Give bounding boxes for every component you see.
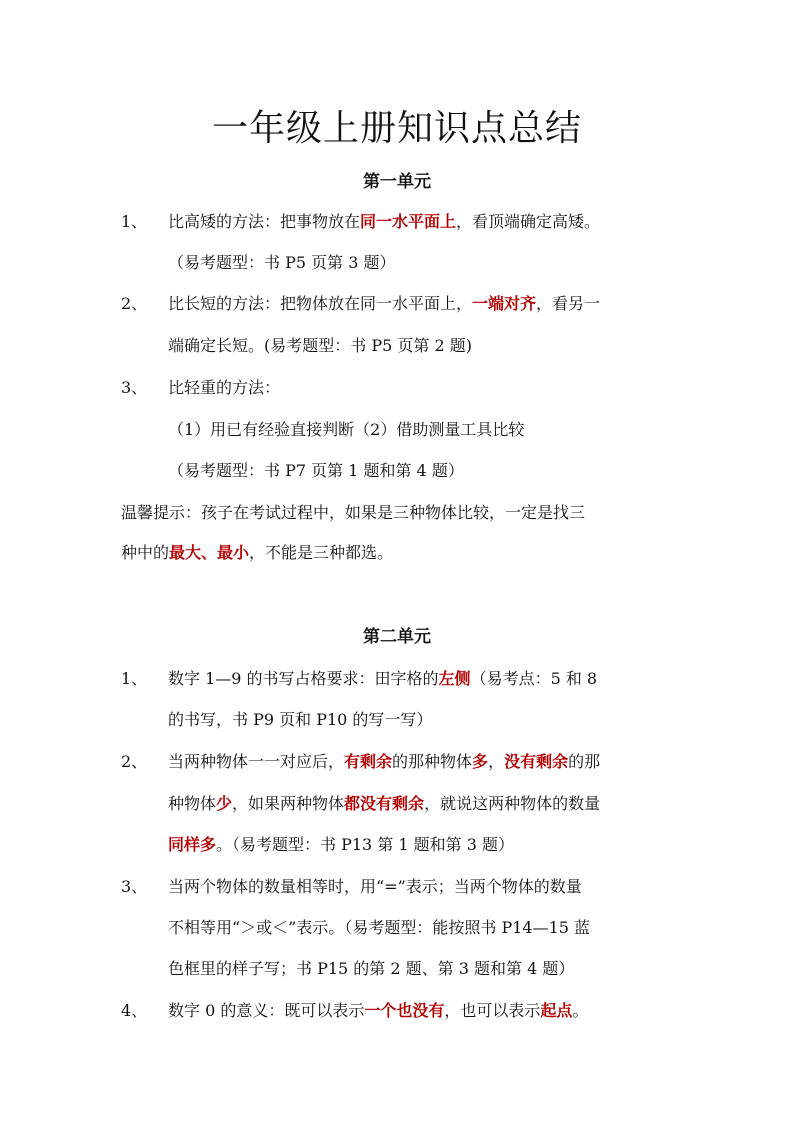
unit1-item1-number: 1、 bbox=[121, 212, 148, 231]
text: 比高矮的方法：把事物放在 bbox=[168, 212, 361, 231]
unit2-item2-line3 bbox=[168, 833, 514, 857]
highlight-text: 多 bbox=[472, 752, 489, 771]
text: 。 bbox=[572, 1001, 589, 1020]
document-title: 一年级上册知识点总结 bbox=[211, 108, 582, 149]
unit2-item3-number: 3、 bbox=[121, 877, 148, 896]
unit2-item3-line1: 当两个物体的数量相等时，用“=”表示；当两个物体的数量 bbox=[168, 877, 582, 896]
unit1-heading: 第一单元 bbox=[363, 172, 431, 192]
highlight-text: 同一水平面上 bbox=[360, 212, 457, 231]
unit2-item4-line1 bbox=[168, 999, 588, 1023]
text: 种中的 bbox=[121, 543, 170, 562]
highlight-text: 没有剩余 bbox=[504, 752, 569, 771]
unit2-item3-line2: 不相等用“＞或＜”表示。（易考题型：能按照书 P14—15 蓝 bbox=[168, 918, 591, 937]
text: 数字 0 的意义：既可以表示 bbox=[168, 1001, 365, 1020]
text: 比长短的方法：把物体放在同一水平面上， bbox=[168, 294, 473, 313]
unit1-tip-line2 bbox=[121, 541, 393, 565]
unit1-tip-line1: 温馨提示：孩子在考试过程中，如果是三种物体比较，一定是找三 bbox=[121, 503, 586, 522]
text: ，就说这两种物体的数量 bbox=[424, 794, 601, 813]
highlight-text: 有剩余 bbox=[344, 752, 393, 771]
unit1-item3-line2: （1）用已有经验直接判断（2）借助测量工具比较 bbox=[168, 420, 525, 439]
text: 当两种物体一一对应后， bbox=[168, 752, 345, 771]
unit2-item4-number: 4、 bbox=[121, 1001, 148, 1020]
text: （易考点：5 和 8 bbox=[470, 669, 598, 688]
text: ，如果两种物体 bbox=[232, 794, 345, 813]
highlight-text: 一个也没有 bbox=[364, 1001, 445, 1020]
highlight-text: 少 bbox=[216, 794, 233, 813]
highlight-text: 左侧 bbox=[438, 669, 471, 688]
unit1-item3-line1: 比轻重的方法： bbox=[168, 378, 281, 397]
unit1-item2-line1 bbox=[168, 292, 600, 316]
unit1-item3-number: 3、 bbox=[121, 378, 148, 397]
highlight-text: 一端对齐 bbox=[472, 294, 537, 313]
highlight-text: 都没有剩余 bbox=[344, 794, 425, 813]
text: ，看另一 bbox=[536, 294, 601, 313]
unit1-item3-line3: （易考题型：书 P7 页第 1 题和第 4 题） bbox=[168, 461, 464, 480]
unit1-item2-line2: 端确定长短。(易考题型：书 P5 页第 2 题) bbox=[168, 336, 472, 355]
unit2-item1-line1 bbox=[168, 667, 597, 691]
text: 的那 bbox=[568, 752, 601, 771]
unit1-item1-line2: （易考题型：书 P5 页第 3 题） bbox=[168, 253, 396, 272]
unit2-item1-line2: 的书写，书 P9 页和 P10 的写一写） bbox=[168, 710, 433, 729]
highlight-text: 起点 bbox=[540, 1001, 573, 1020]
unit1-item2-number: 2、 bbox=[121, 294, 148, 313]
text: 数字 1—9 的书写占格要求：田字格的 bbox=[168, 669, 439, 688]
text: ， bbox=[488, 752, 505, 771]
text: ，也可以表示 bbox=[444, 1001, 541, 1020]
text: 的那种物体 bbox=[392, 752, 473, 771]
unit2-heading: 第二单元 bbox=[363, 627, 431, 647]
text: 。（易考题型：书 P13 第 1 题和第 3 题） bbox=[216, 835, 515, 854]
highlight-text: 同样多 bbox=[168, 835, 217, 854]
unit1-item1-line1 bbox=[168, 210, 600, 234]
highlight-text: 最大、最小 bbox=[169, 543, 250, 562]
text: ，不能是三种都选。 bbox=[249, 543, 394, 562]
unit2-item3-line3: 色框里的样子写；书 P15 的第 2 题、第 3 题和第 4 题） bbox=[168, 959, 575, 978]
text: 种物体 bbox=[168, 794, 217, 813]
unit2-item1-number: 1、 bbox=[121, 669, 148, 688]
text: ，看顶端确定高矮。 bbox=[456, 212, 601, 231]
unit2-item2-line2 bbox=[168, 792, 600, 816]
unit2-item2-number: 2、 bbox=[121, 752, 148, 771]
unit2-item2-line1 bbox=[168, 750, 600, 774]
